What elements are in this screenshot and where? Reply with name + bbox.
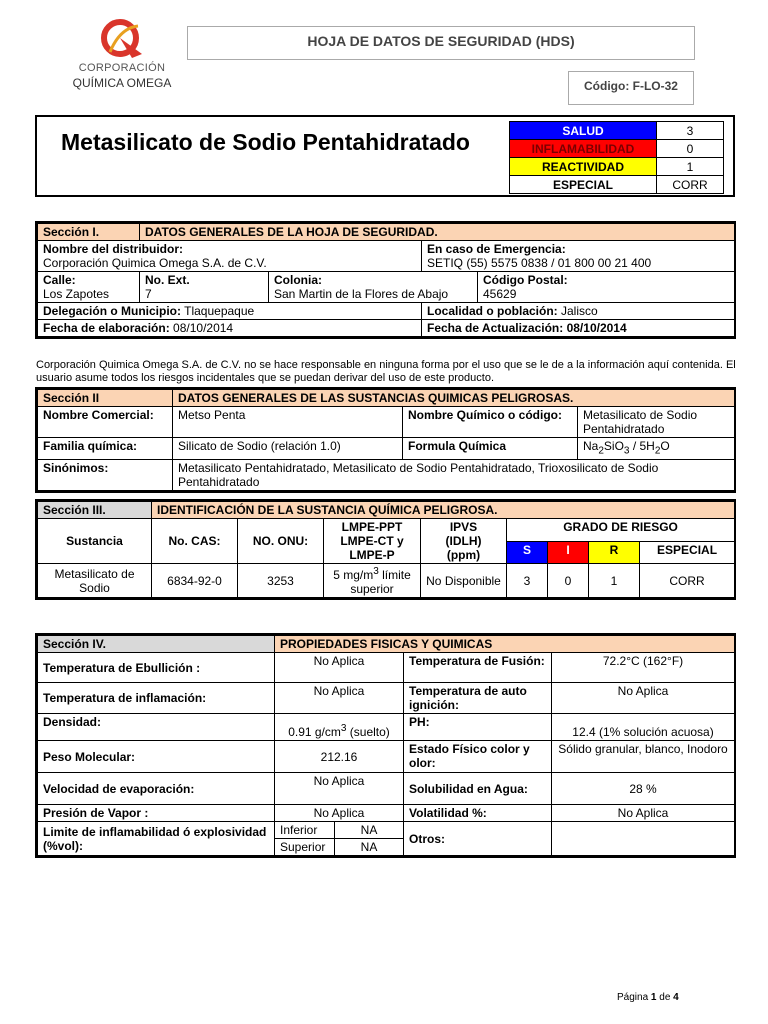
lower-limit-value: NA xyxy=(335,822,404,839)
distributor-cell xyxy=(38,241,422,272)
formula-label: Formula Química xyxy=(403,438,578,460)
boiling-point-label: Temperatura de Ebullición : xyxy=(38,653,275,683)
other-value xyxy=(552,822,735,856)
evaporation-rate-label: Velocidad de evaporación: xyxy=(38,773,275,805)
municipality-value: Tlaquepaque xyxy=(181,304,255,318)
molecular-weight-value: 212.16 xyxy=(275,741,404,773)
municipality-label: Delegación o Municipio: xyxy=(43,304,182,318)
formula-value xyxy=(578,438,735,460)
lmpe-header xyxy=(324,519,421,564)
update-date: Fecha de Actualización: 08/10/2014 xyxy=(422,320,735,337)
risk-s-value: 3 xyxy=(507,564,548,598)
water-solubility-value: 28 % xyxy=(552,773,735,805)
lmpe-header-line2: LMPE-CT y xyxy=(340,534,404,548)
density-value-sup: 3 xyxy=(340,723,347,734)
substance-header: Sustancia xyxy=(38,519,152,564)
street-cell xyxy=(38,272,140,303)
risk-special-header: ESPECIAL xyxy=(640,541,735,564)
chemical-name-value: Metasilicato de Sodio Pentahidratado xyxy=(578,407,735,438)
substance-value: Metasilicato de Sodio xyxy=(38,564,152,598)
density-value-a: 0.91 g/cm xyxy=(288,725,341,739)
hazard-label: INFLAMABILIDAD xyxy=(510,140,657,158)
logo-text-quimica-omega: QUÍMICA OMEGA xyxy=(72,76,172,90)
risk-r-header: R xyxy=(589,541,640,564)
synonyms-label: Sinónimos: xyxy=(38,460,173,491)
formula-part-o: O xyxy=(660,439,670,453)
ext-value: 7 xyxy=(145,287,152,301)
section-3-number: Sección III. xyxy=(38,502,152,519)
lmpe-value xyxy=(324,564,421,598)
street-label: Calle: xyxy=(43,273,76,287)
flash-point-value: No Aplica xyxy=(275,683,404,714)
flash-point-label: Temperatura de inflamación: xyxy=(38,683,275,714)
formula-part-na: Na xyxy=(583,439,599,453)
upper-limit-label: Superior xyxy=(275,839,335,856)
emergency-value: SETIQ (55) 5575 0838 / 01 800 00 21 400 xyxy=(427,256,652,270)
document-title: HOJA DE DATOS DE SEGURIDAD (HDS) xyxy=(187,26,695,60)
municipality-cell xyxy=(38,303,422,320)
lmpe-value-sup: 3 xyxy=(373,566,379,577)
hazard-row-inflamabilidad xyxy=(510,140,724,158)
page-number xyxy=(617,992,679,1003)
locality-label: Localidad o población: xyxy=(427,304,558,318)
emergency-label: En caso de Emergencia: xyxy=(427,242,566,256)
melting-point-label: Temperatura de Fusión: xyxy=(404,653,552,683)
section-3-title: IDENTIFICACIÓN DE LA SUSTANCIA QUÍMICA PELIGROSA. xyxy=(152,502,735,519)
cas-header: No. CAS: xyxy=(152,519,238,564)
page-total: 4 xyxy=(673,992,679,1003)
synonyms-value: Metasilicato Pentahidratado, Metasilicato de Sodio Pentahidratado, Trioxosilicato de Sodio Pentahidratado xyxy=(173,460,735,491)
locality-value: Jalisco xyxy=(557,304,598,318)
formula-sub-2: 2 xyxy=(598,445,604,457)
section-3 xyxy=(35,499,736,600)
document-code: Código: F-LO-32 xyxy=(568,71,694,105)
chemical-family-label: Familia química: xyxy=(38,438,173,460)
section-2-title: DATOS GENERALES DE LAS SUSTANCIAS QUIMICAS PELIGROSAS. xyxy=(173,390,735,407)
risk-i-value: 0 xyxy=(548,564,589,598)
elaboration-date-value: 08/10/2014 xyxy=(169,321,234,335)
section-4 xyxy=(35,633,736,858)
density-value-b: (suelto) xyxy=(346,725,390,739)
ipvs-header xyxy=(421,519,507,564)
hazard-value: 0 xyxy=(657,140,724,158)
volatility-label: Volatilidad %: xyxy=(404,805,552,822)
evaporation-rate-value: No Aplica xyxy=(275,773,404,805)
risk-r-value: 1 xyxy=(589,564,640,598)
ipvs-header-line1: IPVS xyxy=(449,520,478,534)
page-of: de xyxy=(656,992,674,1003)
colony-value: San Martin de la Flores de Abajo xyxy=(274,287,449,301)
trade-name-label: Nombre Comercial: xyxy=(38,407,173,438)
boiling-point-value: No Aplica xyxy=(275,653,404,683)
density-value xyxy=(275,714,404,741)
emergency-cell xyxy=(422,241,735,272)
zip-value: 45629 xyxy=(483,287,517,301)
section-4-title: PROPIEDADES FISICAS Y QUIMICAS xyxy=(275,636,735,653)
water-solubility-label: Solubilidad en Agua: xyxy=(404,773,552,805)
ext-cell xyxy=(140,272,269,303)
distributor-label: Nombre del distribuidor: xyxy=(43,242,184,256)
chemical-name-label: Nombre Químico o código: xyxy=(403,407,578,438)
chemical-family-value: Silicato de Sodio (relación 1.0) xyxy=(173,438,403,460)
vapor-pressure-value: No Aplica xyxy=(275,805,404,822)
elaboration-date-cell xyxy=(38,320,422,337)
risk-grade-header: GRADO DE RIESGO xyxy=(507,519,735,542)
hazard-label: ESPECIAL xyxy=(510,176,657,194)
section-1-number: Sección I. xyxy=(38,224,140,241)
street-value: Los Zapotes xyxy=(43,287,110,301)
hazard-row-especial xyxy=(510,176,724,194)
hazard-value: CORR xyxy=(657,176,724,194)
section-2-number: Sección II xyxy=(38,390,173,407)
zip-cell xyxy=(478,272,735,303)
formula-part-h: / 5H xyxy=(629,439,655,453)
hazard-rating-table xyxy=(509,121,724,194)
page-current: 1 xyxy=(650,992,657,1003)
hazard-row-salud xyxy=(510,122,724,140)
product-title: Metasilicato de Sodio Pentahidratado xyxy=(61,129,470,155)
cas-value: 6834-92-0 xyxy=(152,564,238,598)
volatility-value: No Aplica xyxy=(552,805,735,822)
lmpe-header-line3: LMPE-P xyxy=(349,548,395,562)
lmpe-value-a: 5 mg/m xyxy=(333,568,374,582)
formula-sub-h2: 2 xyxy=(654,445,661,457)
hazard-value: 3 xyxy=(657,122,724,140)
hazard-row-reactividad xyxy=(510,158,724,176)
ipvs-header-line3: (ppm) xyxy=(446,548,481,562)
risk-s-header: S xyxy=(507,541,548,564)
disclaimer-text: Corporación Quimica Omega S.A. de C.V. no se hace responsable en ninguna forma por el uso que se le de a la información aquí contenida. El usuario asume todos los riesgos incidentales que se puedan derivar del uso de este producto. xyxy=(36,359,736,384)
section-1 xyxy=(35,221,736,339)
hazard-label: REACTIVIDAD xyxy=(510,158,657,176)
flammability-limits-label: Limite de inflamabilidad ó explosividad (%vol): xyxy=(38,822,275,856)
hazard-label: SALUD xyxy=(510,122,657,140)
colony-cell xyxy=(269,272,478,303)
section-4-number: Sección IV. xyxy=(38,636,275,653)
product-title-box xyxy=(35,115,735,197)
other-label: Otros: xyxy=(404,822,552,856)
section-2 xyxy=(35,387,736,493)
onu-header: NO. ONU: xyxy=(238,519,324,564)
molecular-weight-label: Peso Molecular: xyxy=(38,741,275,773)
upper-limit-value: NA xyxy=(335,839,404,856)
formula-sub-3: 3 xyxy=(623,445,630,457)
ext-label: No. Ext. xyxy=(145,273,190,287)
logo-emblem-icon xyxy=(98,18,144,60)
density-label: Densidad: xyxy=(38,714,275,741)
colony-label: Colonia: xyxy=(274,273,322,287)
lmpe-header-line1: LMPE-PPT xyxy=(341,520,403,534)
trade-name-value: Metso Penta xyxy=(173,407,403,438)
melting-point-value: 72.2°C (162°F) xyxy=(552,653,735,683)
formula-part-sio: SiO xyxy=(603,439,624,453)
ipvs-value: No Disponible xyxy=(421,564,507,598)
elaboration-date-label: Fecha de elaboración: xyxy=(43,321,170,335)
lower-limit-label: Inferior xyxy=(275,822,335,839)
ph-label: PH: xyxy=(404,714,552,741)
distributor-value: Corporación Quimica Omega S.A. de C.V. xyxy=(43,256,267,270)
zip-label: Código Postal: xyxy=(483,273,568,287)
physical-state-value: Sólido granular, blanco, Inodoro xyxy=(552,741,735,773)
physical-state-label: Estado Físico color y olor: xyxy=(404,741,552,773)
hazard-value: 1 xyxy=(657,158,724,176)
page-label: Página xyxy=(617,992,651,1003)
risk-i-header: I xyxy=(548,541,589,564)
ipvs-header-line2: (IDLH) xyxy=(445,534,482,548)
company-logo xyxy=(62,18,182,96)
lmpe-value-b: límite superior xyxy=(350,568,411,596)
onu-value: 3253 xyxy=(238,564,324,598)
logo-text-corporacion: CORPORACIÓN xyxy=(78,62,166,74)
autoignition-label: Temperatura de auto ignición: xyxy=(404,683,552,714)
locality-cell xyxy=(422,303,735,320)
ph-value: 12.4 (1% solución acuosa) xyxy=(552,714,735,741)
risk-special-value: CORR xyxy=(640,564,735,598)
vapor-pressure-label: Presión de Vapor : xyxy=(38,805,275,822)
autoignition-value: No Aplica xyxy=(552,683,735,714)
section-1-title: DATOS GENERALES DE LA HOJA DE SEGURIDAD. xyxy=(140,224,735,241)
